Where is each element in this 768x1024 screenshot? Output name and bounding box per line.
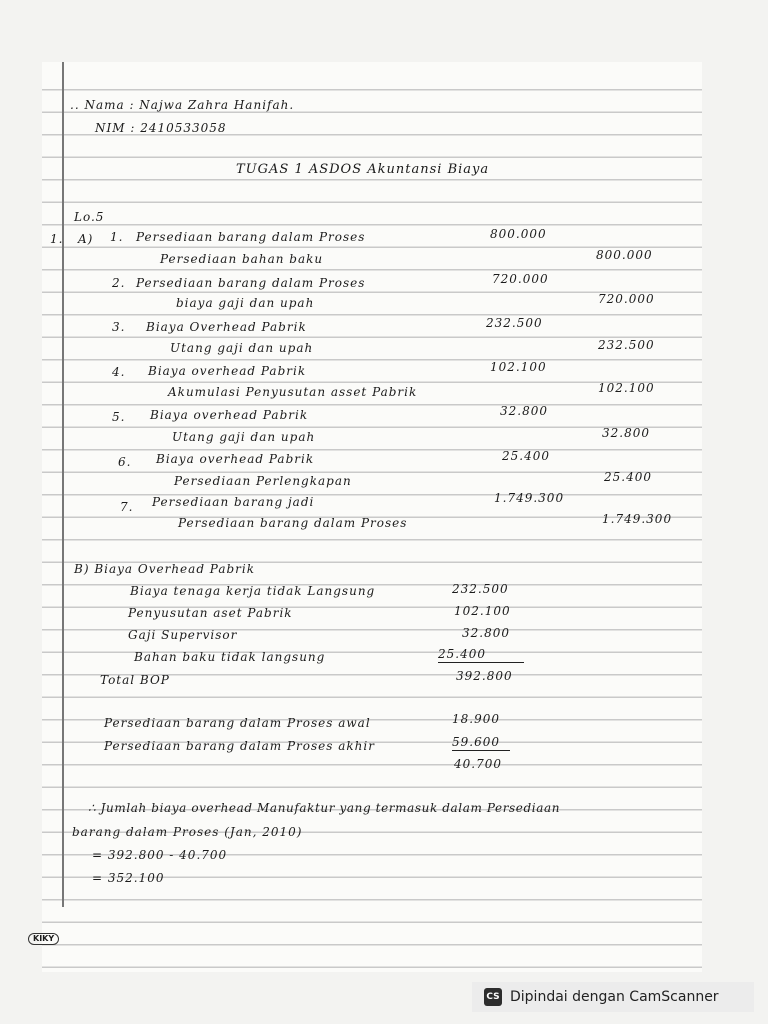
entry-no: 7. (120, 500, 134, 514)
entry-debit-account: Persediaan barang dalam Proses (136, 276, 366, 290)
conclusion-line: ∴ Jumlah biaya overhead Manufaktur yang termasuk dalam Persediaan (88, 801, 561, 815)
entry-credit-amount: 720.000 (598, 292, 655, 306)
entry-no: 1. (110, 230, 124, 244)
entry-no: 5. (112, 410, 126, 424)
bop-item-value: 25.400 (438, 647, 524, 663)
page-title: TUGAS 1 ASDOS Akuntansi Biaya (236, 162, 490, 177)
camscanner-badge (472, 982, 754, 1012)
entry-no: 2. (112, 276, 126, 290)
bop-item-name: Bahan baku tidak langsung (134, 650, 326, 664)
student-nim: NIM : 2410533058 (95, 121, 227, 135)
entry-credit-account: Utang gaji dan upah (170, 341, 314, 355)
margin-line (62, 62, 64, 907)
total-bop-label: Total BOP (100, 673, 170, 687)
entry-credit-account: Persediaan barang dalam Proses (178, 516, 408, 530)
entry-no: 6. (118, 455, 132, 469)
conclusion-line: barang dalam Proses (Jan, 2010) (72, 825, 303, 839)
entry-credit-amount: 800.000 (596, 248, 653, 262)
total-bop-value: 392.800 (456, 669, 513, 683)
wip-item-name: Persediaan barang dalam Proses akhir (104, 739, 375, 753)
bop-item-name: Biaya tenaga kerja tidak Langsung (130, 584, 376, 598)
entry-credit-account: Utang gaji dan upah (172, 430, 316, 444)
wip-item-value: 59.600 (452, 735, 510, 751)
conclusion-result: = 352.100 (92, 871, 165, 885)
bop-item-value: 232.500 (452, 582, 509, 596)
entry-credit-amount: 102.100 (598, 381, 655, 395)
entry-credit-amount: 25.400 (604, 470, 652, 484)
paper-brand-mark: KIKY (28, 933, 59, 945)
entry-credit-amount: 1.749.300 (602, 512, 673, 526)
entry-debit-account: Biaya Overhead Pabrik (146, 320, 307, 334)
question-number: 1. (50, 232, 64, 246)
bop-item-value: 102.100 (454, 604, 511, 618)
bop-item-name: Penyusutan aset Pabrik (128, 606, 293, 620)
entry-credit-amount: 32.800 (602, 426, 650, 440)
entry-debit-amount: 25.400 (502, 449, 550, 463)
entry-debit-amount: 102.100 (490, 360, 547, 374)
entry-no: 3. (112, 320, 126, 334)
entry-debit-amount: 32.800 (500, 404, 548, 418)
entry-credit-account: Persediaan bahan baku (160, 252, 324, 266)
part-a-label: A) (78, 232, 94, 246)
wip-item-name: Persediaan barang dalam Proses awal (104, 716, 371, 730)
entry-debit-account: Biaya overhead Pabrik (156, 452, 315, 466)
entry-credit-account: Persediaan Perlengkapan (174, 474, 352, 488)
camscanner-text: Dipindai dengan CamScanner (510, 989, 719, 1005)
wip-item-value: 18.900 (452, 712, 500, 726)
entry-credit-amount: 232.500 (598, 338, 655, 352)
part-b-label: B) Biaya Overhead Pabrik (74, 562, 256, 576)
conclusion-calculation: = 392.800 - 40.700 (92, 848, 228, 862)
entry-debit-amount: 720.000 (492, 272, 549, 286)
entry-debit-amount: 800.000 (490, 227, 547, 241)
entry-debit-account: Persediaan barang dalam Proses (136, 230, 366, 244)
entry-no: 4. (112, 365, 126, 379)
camscanner-logo-icon: CS (484, 988, 502, 1006)
student-name: .. Nama : Najwa Zahra Hanifah. (70, 98, 295, 112)
entry-debit-amount: 1.749.300 (494, 491, 565, 505)
section-code: Lo.5 (74, 210, 105, 224)
entry-debit-account: Biaya overhead Pabrik (150, 408, 309, 422)
bop-item-name: Gaji Supervisor (128, 628, 238, 642)
entry-credit-account: biaya gaji dan upah (176, 296, 315, 310)
entry-credit-account: Akumulasi Penyusutan asset Pabrik (168, 385, 418, 399)
entry-debit-amount: 232.500 (486, 316, 543, 330)
entry-debit-account: Persediaan barang jadi (152, 495, 315, 509)
bop-item-value: 32.800 (462, 626, 510, 640)
entry-debit-account: Biaya overhead Pabrik (148, 364, 307, 378)
wip-result: 40.700 (454, 757, 502, 771)
